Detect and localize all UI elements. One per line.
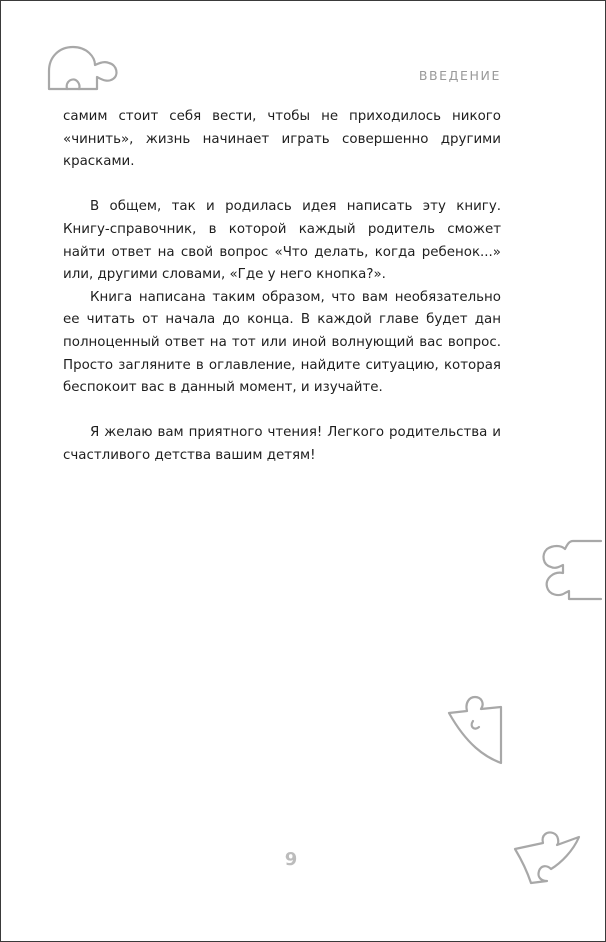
paragraph: Книга написана таким образом, что вам необязательно ее читать от начала до конца. В каждой главе будет дан полноценный ответ на тот или иной волнующий вас вопрос. Просто загляните в оглавление, найдите ситуацию, которая беспокоит вас в данный момент, и изучайте. [63, 289, 501, 396]
paragraph: Я желаю вам приятного чтения! Легкого родительства и счастливого детства вашим детям! [63, 425, 501, 463]
puzzle-piece-icon [539, 537, 603, 603]
paragraph: В общем, так и родилась идея написать эту книгу. Книгу-справочник, в которой каждый родитель сможет найти ответ на свой вопрос «Что делать, когда ребенок...» или, другими словами, «Где у него кнопка?». [63, 199, 501, 283]
page-number: 9 [284, 849, 298, 870]
body-text [63, 106, 501, 468]
puzzle-piece-icon [511, 827, 583, 887]
chapter-header: ВВЕДЕНИЕ [418, 68, 501, 83]
paragraph: самим стоит себя вести, чтобы не приходилось никого «чинить», жизнь начинает играть совершенно другими красками. [63, 109, 501, 170]
puzzle-piece-icon [45, 43, 123, 93]
puzzle-piece-icon [445, 691, 505, 767]
